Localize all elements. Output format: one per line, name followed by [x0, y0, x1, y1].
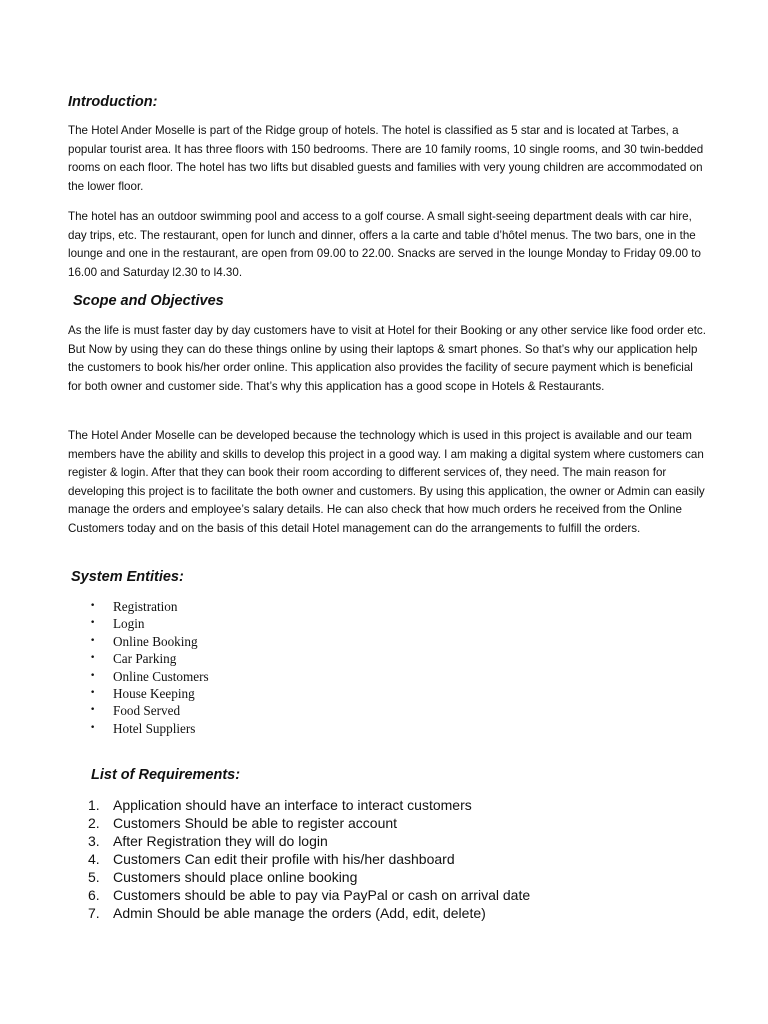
item-number: 4.	[88, 851, 100, 867]
requirements-heading: List of Requirements:	[91, 767, 241, 783]
entity-label: Online Booking	[113, 633, 198, 649]
introduction-heading: Introduction:	[68, 94, 158, 110]
requirement-text: After Registration they will do login	[113, 833, 328, 849]
item-number: 6.	[88, 887, 100, 903]
list-item	[88, 615, 209, 632]
list-item	[88, 832, 530, 850]
list-item	[88, 796, 530, 814]
introduction-paragraph-2: The hotel has an outdoor swimming pool and access to a golf course. A small sight-seeing department deals with car hire, day trips, etc. The restaurant, open for lunch and dinner, offers a la carte and table d’hôtel menus. The two bars, one in the lounge and one in the restaurant, are open from 09.00 to 22.00. Snacks are served in the lounge Monday to Friday 09.00 to 16.00 and Saturday l2.30 to l4.30.	[68, 210, 701, 279]
list-item	[88, 598, 209, 615]
introduction-paragraph-1: The Hotel Ander Moselle is part of the Ridge group of hotels. The hotel is classified as 5 star and is located at Tarbes, a popular tourist area. It has three floors with 150 bedrooms. There are 10 family rooms, 10 single rooms, and 30 twin-bedded rooms on each floor. The hotel has two lifts but disabled guests and families with very young children are accommodated on the lower floor.	[68, 124, 704, 193]
entity-label: Login	[113, 616, 145, 632]
item-number: 5.	[88, 869, 100, 885]
scope-heading: Scope and Objectives	[73, 293, 224, 309]
scope-paragraph-1: As the life is must faster day by day customers have to visit at Hotel for their Booking or any other service like food order etc. But Now by using they can do these things online by using their laptops & smart phones. So that’s why our application help the customers to book his/her order online. This application also provides the facility of secure payment which is beneficial for both owner and customer side. That’s why this application has a good scope in Hotels & Restaurants.	[68, 324, 706, 393]
item-number: 7.	[88, 905, 100, 921]
requirement-text: Customers Can edit their profile with his/her dashboard	[113, 851, 455, 867]
entity-label: Online Customers	[113, 668, 209, 684]
entity-label: Food Served	[113, 703, 181, 719]
requirement-text: Application should have an interface to interact customers	[113, 797, 472, 813]
list-item	[88, 650, 209, 667]
bullet-icon: •	[90, 705, 96, 716]
requirement-text: Customers Should be able to register account	[113, 815, 398, 831]
item-number: 3.	[88, 833, 100, 849]
bullet-icon: •	[90, 722, 96, 733]
item-number: 2.	[88, 815, 100, 831]
list-item	[88, 868, 530, 886]
list-item	[88, 702, 209, 719]
list-item	[88, 720, 209, 737]
bullet-icon: •	[90, 635, 96, 646]
requirement-text: Customers should place online booking	[113, 869, 358, 885]
bullet-icon: •	[90, 688, 96, 699]
list-item	[88, 685, 209, 702]
requirement-text: Admin Should be able manage the orders (Add, edit, delete)	[113, 905, 486, 921]
list-item	[88, 886, 530, 904]
entity-label: House Keeping	[113, 686, 195, 702]
list-item	[88, 850, 530, 868]
requirements-list	[88, 796, 530, 922]
entities-heading: System Entities:	[71, 569, 184, 585]
item-number: 1.	[88, 797, 100, 813]
bullet-icon: •	[90, 653, 96, 664]
requirement-text: Customers should be able to pay via PayPal or cash on arrival date	[113, 887, 531, 903]
list-item	[88, 814, 530, 832]
list-item	[88, 633, 209, 650]
list-item	[88, 904, 530, 922]
scope-paragraph-2: The Hotel Ander Moselle can be developed because the technology which is used in this project is available and our team members have the ability and skills to develop this project in a good way. I am making a digital system where customers can register & login. After that they can book their room according to different services of, they need. The main reason for developing this project is to facilitate the both owner and customers. By using this application, the owner or Admin can easily manage the orders and employee’s salary details. He can also check that how much orders he received from the Online Customers today and on the basis of this detail Hotel management can do the arrangements to fulfill the orders.	[68, 429, 705, 535]
bullet-icon: •	[90, 601, 96, 611]
entity-label: Hotel Suppliers	[113, 720, 196, 736]
entity-label: Registration	[113, 599, 178, 614]
bullet-icon: •	[90, 618, 96, 629]
entities-list	[88, 598, 209, 737]
entity-label: Car Parking	[113, 651, 177, 667]
list-item	[88, 668, 209, 685]
bullet-icon: •	[90, 670, 96, 681]
